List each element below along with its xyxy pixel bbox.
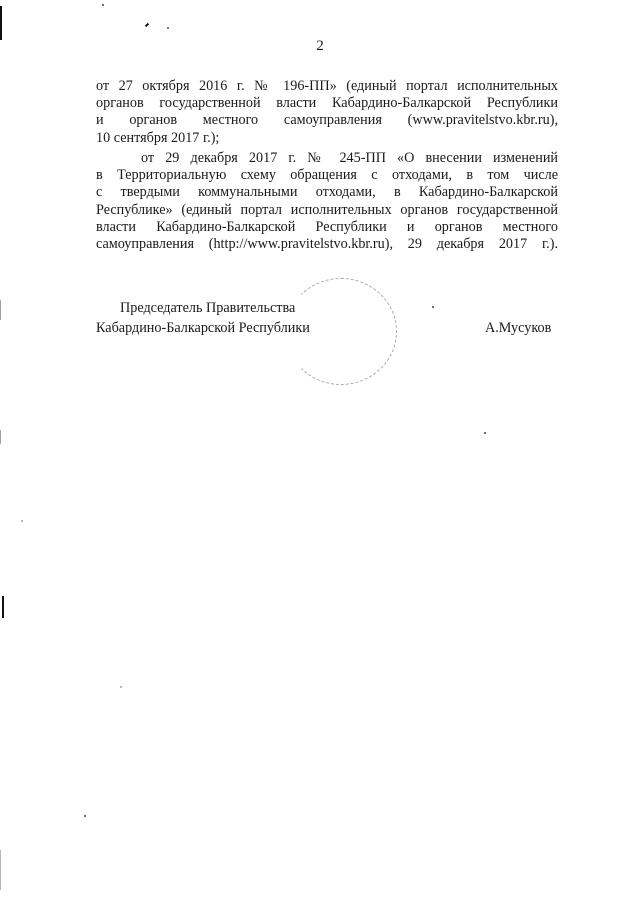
page-number: 2 [316, 38, 324, 54]
signatory-title-line-1: Председатель Правительства [120, 300, 296, 316]
scan-speck [432, 306, 434, 308]
paragraph-line: самоуправления (http://www.pravitelstvo.kbr.ru), 29 декабря 2017 г.). [96, 236, 558, 253]
scan-speck [484, 432, 486, 434]
paragraph-line: органов государственной власти Кабардино-Балкарской Республики [96, 95, 558, 112]
scan-speck [21, 520, 23, 522]
paragraph-line: от 27 октября 2016 г. № 196-ПП» (единый портал исполнительных [96, 78, 558, 94]
scan-speck [84, 815, 86, 817]
signatory-name: А.Мусуков [485, 320, 552, 336]
paragraph-line: власти Кабардино-Балкарской Республики и органов местного [96, 218, 558, 235]
paragraph-line: в Территориальную схему обращения с отходами, в том числе [96, 167, 558, 184]
signature-block [96, 300, 566, 360]
scan-edge-mark [0, 850, 1, 890]
scan-speck [102, 4, 104, 6]
paragraph-line: 10 сентября 2017 г.); [96, 129, 220, 146]
paragraph-line: Республике» (единый портал исполнительных органов государственной [96, 201, 558, 218]
paragraph-line: от 29 декабря 2017 г. № 245-ПП «О внесении изменений [141, 150, 558, 166]
scan-speck [145, 23, 149, 27]
scan-edge-mark [2, 596, 4, 618]
scan-speck [167, 27, 169, 29]
paragraph-reference-245pp [96, 150, 558, 253]
scan-edge-mark [0, 430, 1, 444]
scan-edge-mark [0, 6, 2, 40]
signatory-title-line-2: Кабардино-Балкарской Республики [96, 320, 310, 336]
paragraph-line: и органов местного самоуправления (www.pravitelstvo.kbr.ru), [96, 112, 558, 129]
paragraph-reference-196pp [96, 78, 558, 147]
scan-speck [120, 686, 122, 688]
scan-edge-mark [0, 300, 1, 320]
paragraph-line: с твердыми коммунальными отходами, в Кабардино-Балкарской [96, 184, 558, 201]
